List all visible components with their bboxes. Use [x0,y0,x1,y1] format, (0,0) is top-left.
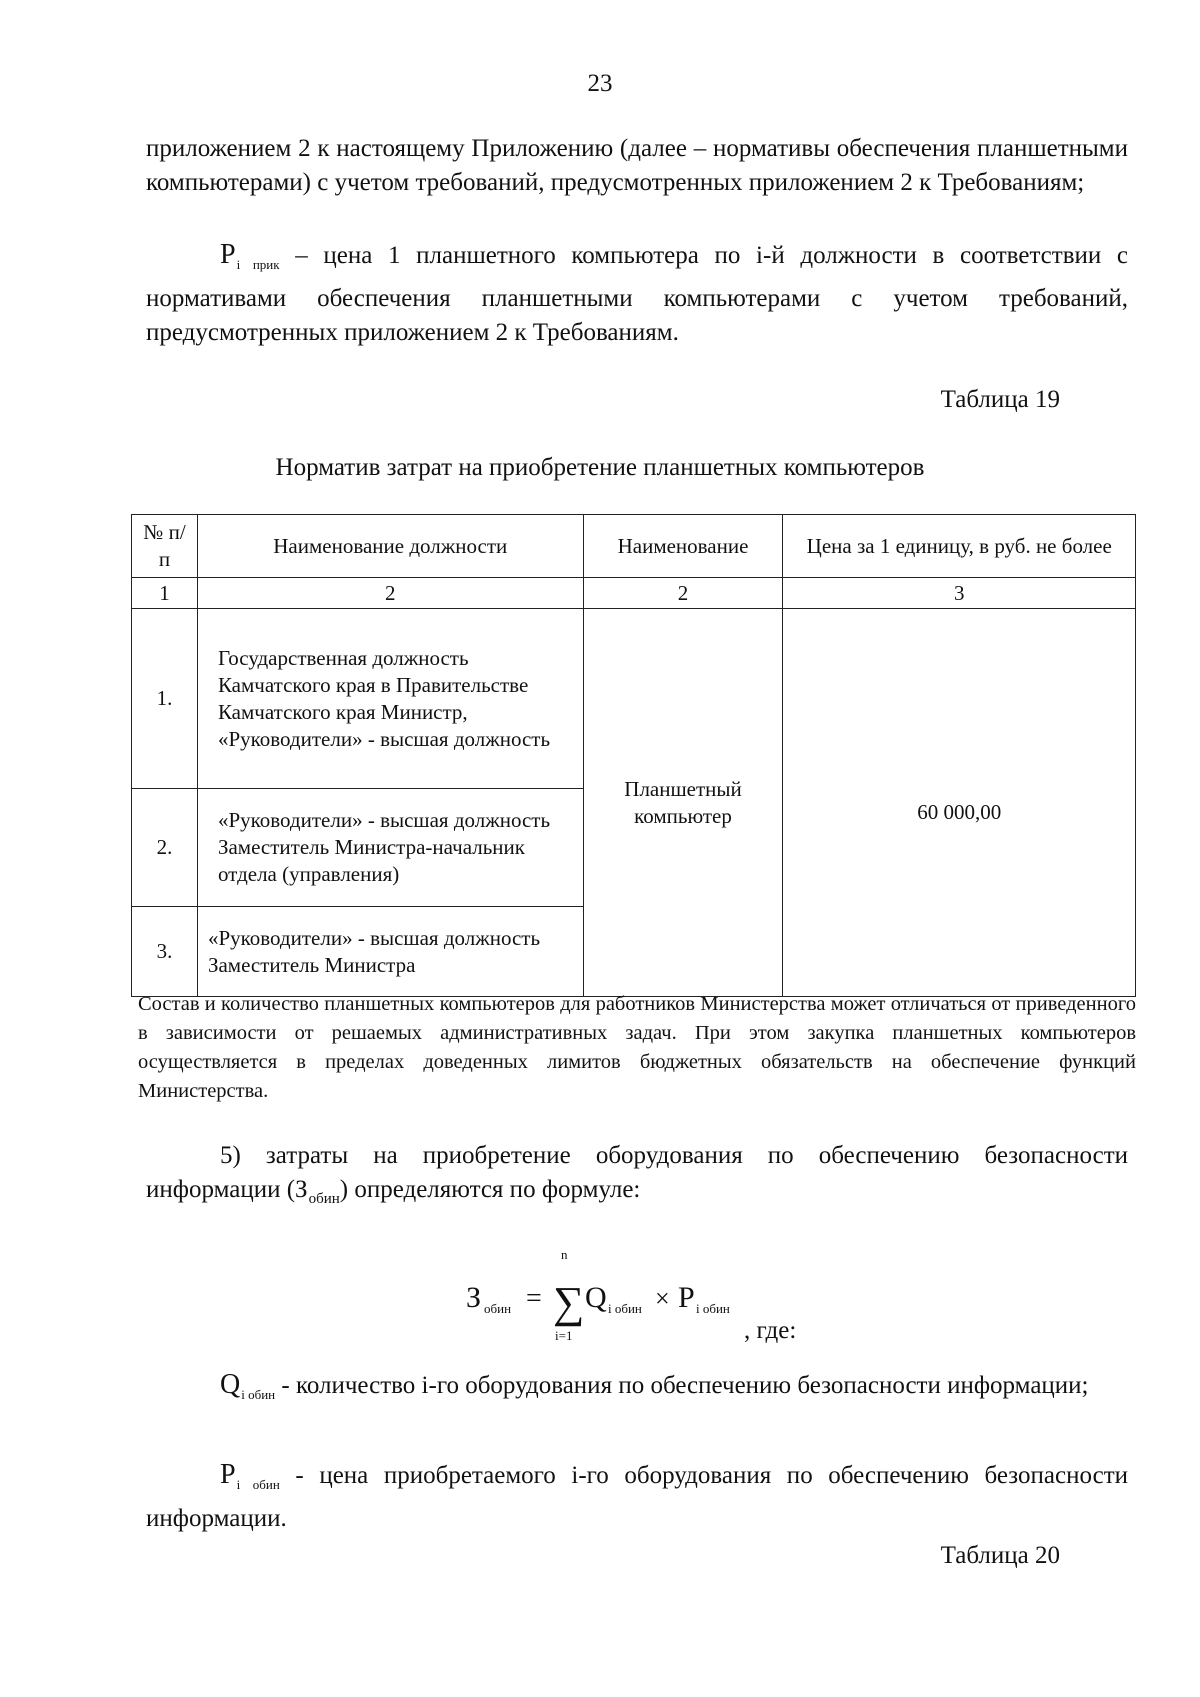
formula-q: Q [585,1281,607,1314]
formula-where: , где: [744,1317,797,1344]
colnum: 2 [583,578,783,609]
p2-definition [146,1458,1128,1536]
table-colnum-row [132,578,1136,609]
row-num: 3. [132,907,198,997]
q-symbol: Q [220,1369,241,1400]
q-definition [146,1368,1128,1412]
header-num: № п/п [132,515,198,578]
formula-p: P [678,1281,695,1314]
p2-text: - цена приобретаемого i-го оборудования по обеспечению безопасности информации. [146,1462,1129,1532]
row-position: «Руководители» - высшая должность Заместитель Министра-начальник отдела (управления) [197,789,583,907]
table19-title: Норматив затрат на приобретение планшетных компьютеров [275,454,925,481]
header-name: Наименование [583,515,783,578]
formula [0,1245,1200,1355]
table-note: Состав и количество планшетных компьютеров для работников Министерства может отличаться от приведенного в зависимости от решаемых административных задач. При этом закупка планшетных компьютеров осуществляется в пределах доведенных лимитов бюджетных обязательств на обеспечение функций Министерства. [138,993,1136,1102]
p-symbol: P [220,239,236,270]
p-subscript: i прик [236,257,280,272]
item-name-cell: Планшетный компьютер [583,609,783,997]
p-prik-definition [146,238,1128,350]
table20-caption: Таблица 20 [940,1542,1060,1569]
formula-lower: i=1 [555,1328,573,1343]
formula-upper: n [561,1247,568,1262]
intro-paragraph: приложением 2 к настоящему Приложению (далее – нормативы обеспечения планшетными компьютерами) с учетом требований, предусмотренных приложением 2 к Требованиям; [146,135,1128,196]
item5-text: 5) затраты на приобретение оборудования по обеспечению безопасности информации (З [146,1142,1128,1203]
table19-caption: Таблица 19 [940,386,1060,413]
p2-symbol: P [220,1459,236,1490]
row-position: «Руководители» - высшая должность Заместитель Министра [197,907,583,997]
item5-paragraph [146,1139,1128,1216]
item5-subscript: обин [308,1191,340,1207]
formula-p-sub: i обин [696,1301,730,1316]
row-num: 1. [132,609,198,789]
p2-subscript: i обин [236,1477,280,1492]
table-row [132,609,1136,789]
formula-q-sub: i обин [608,1301,642,1316]
header-price: Цена за 1 единицу, в руб. не более [783,515,1136,578]
sigma-icon: ∑ [553,1278,585,1327]
colnum: 3 [783,578,1136,609]
row-num: 2. [132,789,198,907]
item5-text-after: ) определяются по формуле: [339,1176,641,1203]
row-position: Государственная должность Камчатского края в Правительстве Камчатского края Министр, «Руководители» - высшая должность [197,609,583,789]
table19 [131,514,1136,997]
formula-lhs-sub: обин [484,1301,512,1316]
colnum: 2 [197,578,583,609]
p-prik-text: – цена 1 планшетного компьютера по i-й должности в соответствии с нормативами обеспечения планшетными компьютерами с учетом требований, предусмотренных приложением 2 к Требованиям. [146,242,1129,346]
colnum: 1 [132,578,198,609]
q-subscript: i обин [241,1387,276,1402]
q-text: - количество i-го оборудования по обеспечению безопасности информации; [281,1372,1089,1399]
page-number: 23 [587,70,613,97]
table-header-row [132,515,1136,578]
formula-equals: = [526,1283,542,1314]
header-position: Наименование должности [197,515,583,578]
formula-lhs: З [466,1281,482,1314]
formula-times: × [655,1284,670,1313]
price-cell: 60 000,00 [783,609,1136,997]
